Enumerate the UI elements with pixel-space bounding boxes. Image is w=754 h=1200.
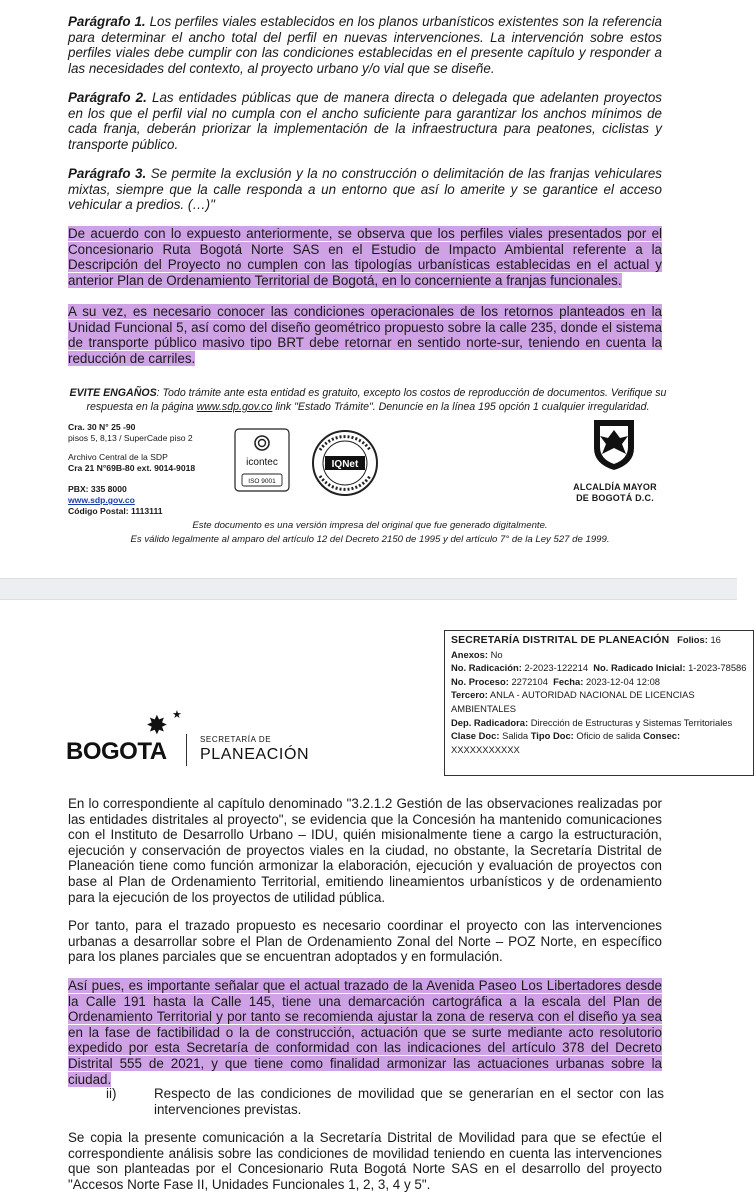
paragrafo-1-text: Los perfiles viales establecidos en los planos urbanísticos existentes son la referencia para determinar el ancho total del perfil en nuevas intervenciones. La intervención sobre estos perfiles viales debe cumplir con las condiciones establecidas en el presente capítulo y responder a las necesidades del contexto, al proyecto urbano y/o vial que se diseñe. <box>68 14 663 76</box>
bogota-planeacion-logo <box>66 708 316 768</box>
folios-value: 16 <box>710 634 721 645</box>
small-star-icon: ★ <box>172 709 182 721</box>
logo-divider <box>186 734 187 766</box>
tercero-value: ANLA - AUTORIDAD NACIONAL DE LICENCIAS AMBIENTALES <box>451 689 695 714</box>
tipo-doc-value: Oficio de salida <box>576 730 641 742</box>
address-line-3: Archivo Central de la SDP <box>68 452 168 462</box>
digital-document-note <box>60 519 680 547</box>
alcaldia-label <box>560 482 670 504</box>
paragrafo-2-label: Parágrafo 2. <box>68 90 147 105</box>
evite-text: : Todo trámite ante esta entidad es gratuito, excepto los costos de reproducción de documentos. Verifique su respuesta en la página <box>86 387 667 413</box>
paragrafo-1-label: Parágrafo 1. <box>68 14 146 29</box>
icontec-certification-logo <box>234 428 290 492</box>
document-page-2 <box>0 600 747 1200</box>
page-separator <box>0 578 737 600</box>
highlight-text-3: Así pues, es importante señalar que el actual trazado de la Avenida Paseo Los Libertadores desde la Calle 191 hasta la Calle 145, tiene una demarcación cartográfica a la escala del Plan de Ordenamiento Territorial y por tanto se recomienda ajustar la zona de reserva con el diseño ya sea en la fase de factibilidad o la de construcción, actuación que se surte mediante acto resolutorio expedido por esta Secretaría de conformidad con las indicaciones del artículo 378 del Decreto Distrital 555 de 2021, y que tiene como finalidad armonizar las actuaciones urbanas sobre la ciudad. <box>68 978 662 1087</box>
alcaldia-line-1: ALCALDÍA MAYOR <box>573 482 657 492</box>
highlight-text-1: De acuerdo con lo expuesto anteriormente, se observa que los perfiles viales presentados por el Concesionario Ruta Bogotá Norte SAS en el Estudio de Impacto Ambiental referente a la Descripción del Proyecto no cumplen con las tipologías urbanísticas establecidas en el actual y anterior Plan de Ordenamiento Territorial de Bogotá, en lo concerniente a franjas funcionales. <box>68 226 662 288</box>
bogota-coat-of-arms <box>590 418 638 472</box>
iqnet-label: IQNet <box>331 459 359 470</box>
logo-secretaria-label: SECRETARÍA DE <box>200 735 272 744</box>
highlight-text-2: A su vez, es necesario conocer las condiciones operacionales de los retornos planteados en la Unidad Funcional 5, así como del diseño geométrico propuesto sobre la calle 235, donde el sistema de transporte público masivo tipo BRT debe retornar en sentido norte-sur, teniendo en cuenta la reducción de carriles. <box>68 304 662 366</box>
dep-radicadora-value: Dirección de Estructuras y Sistemas Territoriales <box>530 716 733 728</box>
logo-planeacion-label: PLANEACIÓN <box>200 746 310 763</box>
dep-radicadora-label: Dep. Radicadora: <box>451 716 529 728</box>
iso-label: ISO 9001 <box>248 478 276 485</box>
paragrafo-2-text: Las entidades públicas que de manera directa o delegada que adelanten proyectos en los que el perfil vial no cumpla con el ancho suficiente para garantizar los anchos mínimos de cada franja, deberán priorizar la implementación de la infraestructura para peatones, ciclistas y transporte público. <box>68 90 663 152</box>
clase-doc-label: Clase Doc: <box>451 730 500 742</box>
website-link[interactable]: www.sdp.gov.co <box>68 495 135 505</box>
proceso-value: 2272104 <box>511 675 548 687</box>
radicacion-value: 2-2023-122214 <box>524 662 589 674</box>
body-paragraph-1: En lo correspondiente al capítulo denominado "3.2.1.2 Gestión de las observaciones realizadas por las entidades distritales al proyecto", se evidencia que la Concesión ha mantenido comunicaciones con el Instituto de Desarrollo Urbano – IDU, quién misionalmente tiene a cargo la estructuración, ejecución y conservación de proyectos viales en la ciudad, no obstante, la Secretaría Distrital de Planeación tiene como función armonizar la elaboración, ejecución y evaluación de proyectos con base al Plan de Ordenamiento Territorial, emitiendo lineamientos urbanísticos y de ordenamiento para la ejecución de los proyectos de utilidad pública. <box>68 796 662 905</box>
evite-enganos-notice <box>68 386 668 414</box>
tercero-label: Tercero: <box>451 689 488 701</box>
highlighted-paragraph-2 <box>68 304 662 366</box>
address-line-2: pisos 5, 8,13 / SuperCade piso 2 <box>68 433 193 443</box>
postal-code: Código Postal: 1113111 <box>68 506 163 516</box>
icontec-label: icontec <box>246 457 278 468</box>
address-block <box>68 422 218 517</box>
proceso-label: No. Proceso: <box>451 675 509 687</box>
anexos-label: Anexos: <box>451 648 488 660</box>
folios-label: Folios: <box>677 634 708 645</box>
fecha-label: Fecha: <box>553 675 584 687</box>
pbx-number: PBX: 335 8000 <box>68 484 127 494</box>
fecha-value: 2023-12-04 12:08 <box>585 675 661 687</box>
stamp-header: SECRETARÍA DISTRITAL DE PLANEACIÓN <box>451 635 670 646</box>
paragrafo-1 <box>68 14 662 76</box>
body-paragraph-2: Por tanto, para el trazado propuesto es necesario coordinar el proyecto con las intervenciones urbanas a desarrollar sobre el Plan de Ordenamiento Zonal del Norte – POZ Norte, en específico para los planes parciales que se encuentran adoptados y en formulación. <box>68 918 662 965</box>
consec-label: Consec: <box>643 730 681 742</box>
paragrafo-3-text: Se permite la exclusión y la no construcción o delimitación de las franjas vehiculares mixtas, siempre que la calle responda a un entorno que así lo amerite y se garantice el acceso vehicular a predios. (…)" <box>68 166 662 213</box>
document-page-1 <box>0 0 737 578</box>
consec-value: XXXXXXXXXXX <box>451 743 520 755</box>
footer-line-1: Este documento es una versión impresa del original que fue generado digitalmente. <box>192 520 548 531</box>
tipo-doc-label: Tipo Doc: <box>530 730 574 742</box>
radicado-inicial-label: No. Radicado Inicial: <box>593 662 686 674</box>
radicacion-label: No. Radicación: <box>451 662 522 674</box>
address-line-1: Cra. 30 N° 25 -90 <box>68 422 136 432</box>
address-line-4: Cra 21 N°69B-80 ext. 9014-9018 <box>68 463 196 473</box>
evite-text-end: link "Estado Trámite". Denuncie en la línea 195 opción 1 cualquier irregularidad. <box>272 401 650 413</box>
paragrafo-3 <box>68 166 662 213</box>
logo-bogota-word: BOGOTA <box>66 738 167 765</box>
list-item-number: ii) <box>106 1086 117 1101</box>
list-item-text: Respecto de las condiciones de movilidad que se generarían en el sector con las intervenciones previstas. <box>154 1086 664 1117</box>
evite-label: EVITE ENGAÑOS <box>69 387 157 399</box>
star-icon: ✸ <box>146 710 168 740</box>
alcaldia-line-2: DE BOGOTÁ D.C. <box>576 493 654 503</box>
radicado-inicial-value: 1-2023-78586 <box>688 662 747 674</box>
clase-doc-value: Salida <box>502 730 529 742</box>
highlighted-paragraph-3 <box>68 978 662 1087</box>
anexos-value: No <box>490 648 503 660</box>
radicacion-stamp <box>444 630 754 776</box>
iqnet-certification-logo <box>310 428 380 498</box>
body-paragraph-last: Se copia la presente comunicación a la Secretaría Distrital de Movilidad para que se efectúe el correspondiente análisis sobre las condiciones de movilidad teniendo en cuenta las intervenciones que son planteadas por el Concesionario Ruta Bogotá Norte SAS en el desarrollo del proyecto "Accesos Norte Fase II, Unidades Funcionales 1, 2, 3, 4 y 5". <box>68 1130 662 1192</box>
highlighted-paragraph-1 <box>68 226 662 288</box>
paragrafo-3-label: Parágrafo 3. <box>68 166 147 181</box>
paragrafo-2 <box>68 90 662 152</box>
evite-link[interactable]: www.sdp.gov.co <box>196 401 273 413</box>
footer-line-2: Es válido legalmente al amparo del artículo 12 del Decreto 2150 de 1995 y del artículo 7° de la Ley 527 de 1999. <box>130 534 610 545</box>
